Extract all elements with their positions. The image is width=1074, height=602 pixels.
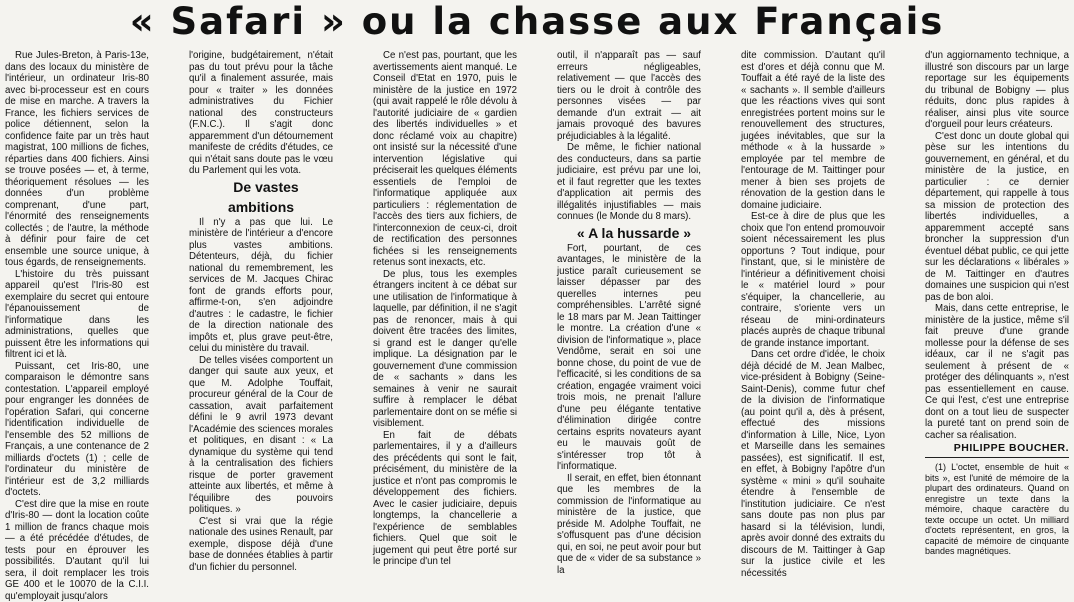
paragraph: C'est donc un doute global qui pèse sur les intentions du gouvernement, en général, et du ministère de la justice, en particulier : ce dernier département, qui rappelle à tous sa mission de protection des libertés individuelles, a apparemment accepté sans broncher la suppression d'un éventuel débat public, ce qui jette sur les déclarations « libérales » de M. Taittinger en d'autres domaines une suspicion qui n'est pas de bon aloi. [925,131,1069,304]
paragraph: C'est si vrai que la régie nationale des usines Renault, par exemple, dispose déjà d'une base de données établies à partir d'un fichier du personnel. [189,516,333,574]
paragraph: Mais, dans cette entreprise, le ministère de la justice, même s'il fait preuve d'une grande mollesse pour la défense de ses idéaux, car il ne s'agit pas seulement à présent de « protéger des délinquants », n'est pas essentiellement en cause. Ce qui l'est, c'est une entreprise dont on a tout lieu de suspecter la pureté tant on prend soin de cacher sa réalisation. [925,303,1069,441]
paragraph: outil, il n'apparaît pas — sauf erreurs négligeables, relativement — que l'accès des tiers ou le droit à contrôle des personnes visées — par demande d'un extrait — ait jamais provoqué des bavures préjudiciables à la légalité. [557,50,701,142]
paragraph: Dans cet ordre d'idée, le choix déjà décidé de M. Jean Malbec, vice-président à Bobigny (Seine-Saint-Denis), comme futur chef de la division de l'informatique (au point qu'il a, dès à présent, effectué des missions d'information à Lille, Nice, Lyon et Marseille dans les semaines passées), est significatif. Il est, en effet, à Bobigny l'apôtre d'un système « mini » qu'il souhaite étendre à l'ensemble de l'institution judiciaire. Ce n'est sans doute pas non plus par hasard si la télévision, lundi, après avoir donné des extraits du discours de M. Taittinger à Gap sur la justice civile et les nécessités [741,349,885,579]
article-column-4 [557,50,701,511]
author-byline: PHILIPPE BOUCHER. [925,441,1069,455]
article-columns [5,50,1069,511]
paragraph: De plus, tous les exemples étrangers incitent à ce débat sur une utilisation de l'informatique à laquelle, par définition, il ne s'agit pas de renoncer, mais à qui doivent être tracées des limites, si grand est le danger qu'elle implique. La désignation par le gouvernement d'une commission de « sachants » dans les semaines à venir ne saurait suffire à remplacer le débat parlementaire dont on se méfie si visiblement. [373,269,517,430]
paragraph: Il serait, en effet, bien étonnant que les membres de la commission de l'informatique au ministère de la justice, que préside M. Adolphe Touffait, ne s'offusquent pas d'une décision qui, en soi, ne peut avoir pour but que de « vider de sa substance » la [557,473,701,577]
article-column-3 [373,50,517,511]
paragraph: dite commission. D'autant qu'il est d'ores et déjà connu que M. Touffait a été rayé de la liste des « sachants ». Il semble d'ailleurs que les réactions vives qui sont enregistrées portent moins sur le renouvellement des structures, jugées inévitables, que sur la méthode « à la hussarde » employée par tel membre de l'entourage de M. Taittinger pour mener à bien ses projets de rénovation de la gestion dans le domaine judiciaire. [741,50,885,211]
footnote: (1) L'octet, ensemble de huit « bits », est l'unité de mémoire de la plupart des ordinateurs. Quand on enregistre un texte dans la mémoire, chaque caractère du texte occupe un octet. Un milliard d'octets représentent, en gros, la capacité de mémoire de cinquante bandes magnétiques. [925,462,1069,557]
paragraph: Fort, pourtant, de ces avantages, le ministère de la justice paraît curieusement se laisser dépasser par des querelles internes peu compréhensibles. L'arrêté signé le 18 mars par M. Jean Taittinger le montre. La création d'une « division de l'informatique », place Vendôme, serait en soi une bonne chose, du point de vue de l'efficacité, si les conditions de sa création, engagée vraiment voici trois mois, ne prenait l'allure d'une peu élégante tentative d'élimination dirigée contre certains esprits novateurs ayant eu le mauvais goût de s'intéresser trop tôt à l'informatique. [557,243,701,473]
article-column-6 [925,50,1069,511]
paragraph: Est-ce à dire de plus que les choix que l'on entend promouvoir soient nécessairement les plus opportuns ? Tout indique, pour l'instant, que, si le ministère de l'intérieur a définitivement choisi le « matériel lourd » pour s'équiper, la chancellerie, au contraire, s'oriente vers un réseau de mini-ordinateurs placés auprès de chaque tribunal de grande instance important. [741,211,885,349]
paragraph: Il n'y a pas que lui. Le ministère de l'intérieur a d'encore plus vastes ambitions. Détenteurs, déjà, du fichier national du remembrement, les services de M. Jacques Chirac font de grands efforts pour, affirme-t-on, s'en adjoindre d'autres : le cadastre, le fichier de la direction nationale des impôts et, plus grave peut-être, celui du ministère du travail. [189,217,333,355]
article-column-5 [741,50,885,511]
article-column-2 [189,50,333,511]
paragraph: L'histoire du très puissant appareil qu'est l'Iris-80 est exemplaire du secret qui entoure l'épanouissement de l'informatique dans les administrations, quelles que puissent être les informations qui filtrent ici et là. [5,269,149,361]
paragraph: C'est dire que la mise en route d'Iris-80 — dont la location coûte 1 million de francs chaque mois — a été précédée d'études, de tests pour en éprouver les possibilités. D'autant qu'il lui sera, il doit remplacer les trois GE 400 et le 10070 de la C.I.I. qu'employait jusqu'alors [5,499,149,602]
paragraph: Puissant, cet Iris-80, une comparaison le démontre sans contestation. L'appareil employé pour engranger les données de l'opération Safari, qui concerne l'identification individuelle de l'ensemble des 52 millions de Français, a une contenance de 2 milliards d'octets (1) ; celle de l'ordinateur du ministère de l'intérieur est de 3,2 milliards d'octets. [5,361,149,499]
page-headline: « Safari » ou la chasse aux Français [0,0,1074,44]
paragraph: l'origine, budgétairement, n'était pas du tout prévu pour la tâche qu'il a finalement assurée, mais pour « traiter » les données administratives du Fichier national des constructeurs (F.N.C.). Il s'agit donc apparemment d'un détournement manifeste de crédits d'études, ce qui n'était sans doute pas le vœu du Parlement qui les vota. [189,50,333,177]
paragraph: En fait de débats parlementaires, il y a d'ailleurs des précédents qui sont le fait, précisément, du ministère de la justice et n'ont pas compromis le développement des fichiers. Avec le casier judiciaire, depuis longtemps, la chancellerie a l'expérience de semblables fichiers. Quel que soit le jugement qui peut être porté sur le principe d'un tel [373,430,517,568]
paragraph: Ce n'est pas, pourtant, que les avertissements aient manqué. Le Conseil d'Etat en 1970, puis le ministère de la justice en 1972 (qui avait rappelé le rôle dévolu à l'autorité judiciaire de « gardien des libertés individuelles » et donc réclamé voix au chapitre) ont insisté sur la nécessité d'une intervention législative qui préciserait les quelques éléments essentiels de l'emploi de l'informatique appliquée aux particuliers : réglementation de l'accès des tiers aux fichiers, de l'interconnexion de ceux-ci, droit de rectification des personnes fichées si les renseignements retenus sont inexacts, etc. [373,50,517,269]
section-subhead: De vastes ambitions [189,177,333,217]
paragraph: De même, le fichier national des conducteurs, dans sa partie judiciaire, est prévu par une loi, et il faut regretter que les textes d'application ait permis des illégalités injustifiables — mais connues (le Monde du 8 mars). [557,142,701,223]
section-subhead: « A la hussarde » [557,223,701,243]
paragraph: De telles visées comportent un danger qui saute aux yeux, et que M. Adolphe Touffait, procureur général de la Cour de cassation, avait parfaitement défini le 9 avril 1973 devant l'Académie des sciences morales et politiques, en disant : « La dynamique du système qui tend à la centralisation des fichiers risque de porter gravement atteinte aux libertés, et même à l'équilibre des pouvoirs politiques. » [189,355,333,516]
divider [925,457,1069,458]
article-column-1 [5,50,149,511]
paragraph: d'un aggiornamento technique, a illustré son discours par un large reportage sur les équipements du tribunal de Bobigny — plus réduits, donc plus rapides à réaliser, ainsi plus vite source d'orgueil pour leurs créateurs. [925,50,1069,131]
paragraph: Rue Jules-Breton, à Paris-13e, dans des locaux du ministère de l'intérieur, un ordinateur Iris-80 avec bi-processeur est en cours de mise en marche. A travers la France, les fichiers services de police détiennent, selon la confidence faite par un très haut magistrat, 100 millions de fiches, réparties dans 400 fichiers. Ainsi se trouve posées — et, à terme, théoriquement résolues — les données d'un problème comprenant, d'une part, l'énormité des renseignements collectés ; de l'autre, la méthode à définir pour faire de cet ensemble une source unique, à tous égards, de renseignements. [5,50,149,269]
